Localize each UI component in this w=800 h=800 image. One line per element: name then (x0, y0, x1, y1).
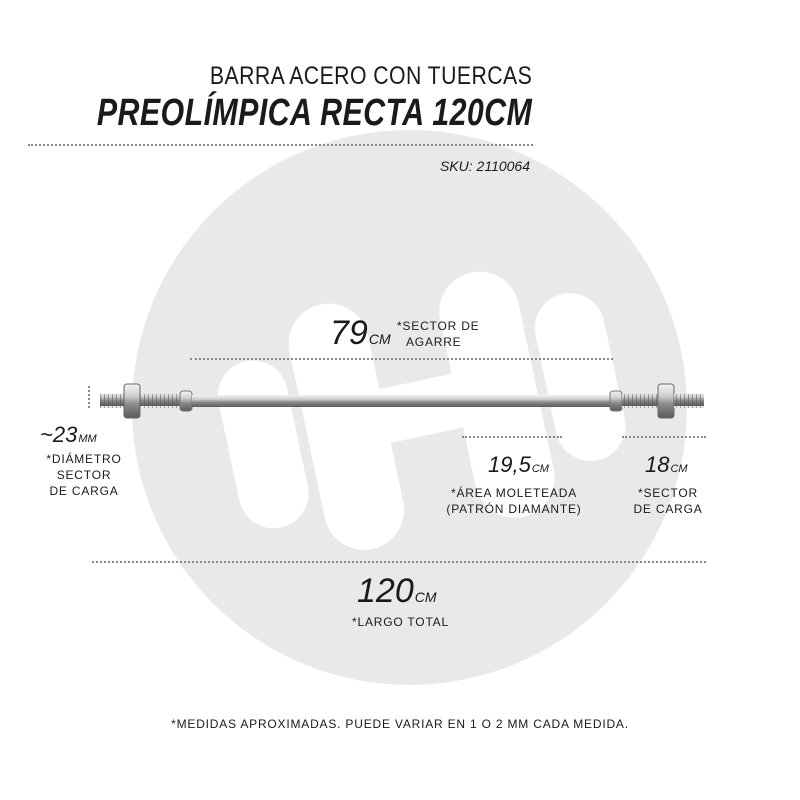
diameter-value: ~23 (40, 422, 78, 447)
sleeve-value: 18 (645, 452, 670, 477)
left-nut (124, 384, 140, 418)
product-subtitle: BARRA ACERO CON TUERCAS (209, 62, 532, 90)
knurl-note-line1: *ÁREA MOLETEADA (450, 486, 578, 500)
diameter-note (28, 451, 140, 499)
knurl-unit: CM (531, 463, 549, 475)
grip-unit: CM (368, 331, 391, 347)
diameter-note-line1: *DIÁMETRO (46, 452, 122, 466)
sleeve-unit: CM (670, 463, 688, 475)
total-note: *LARGO TOTAL (352, 615, 449, 629)
sleeve-measure-line (622, 436, 706, 438)
diameter-dimension (40, 422, 97, 448)
knurled-area (345, 395, 465, 407)
sku-label: SKU: 2110064 (439, 158, 530, 174)
total-dimension (357, 572, 437, 611)
right-nut (658, 384, 674, 418)
diameter-note-line2: SECTOR (56, 468, 112, 482)
diameter-note-line3: DE CARGA (49, 484, 119, 498)
right-collar (610, 391, 622, 411)
total-measure-line (92, 561, 706, 563)
total-value: 120 (357, 572, 414, 610)
left-sleeve-thread (140, 394, 180, 408)
diameter-unit: MM (78, 433, 97, 445)
left-thread (100, 394, 124, 408)
knurl-value: 19,5 (488, 452, 531, 477)
knurl-note (444, 485, 584, 517)
grip-value: 79 (330, 314, 368, 352)
right-thread (674, 394, 704, 408)
sleeve-note (626, 485, 710, 517)
diameter-measure-line (88, 386, 90, 408)
sleeve-note-line1: *SECTOR (637, 486, 699, 500)
grip-note-line1: *SECTOR DE (397, 319, 480, 333)
left-collar (180, 391, 192, 411)
knurl-measure-line (462, 436, 562, 438)
product-title: PREOLÍMPICA RECTA 120CM (96, 92, 532, 134)
total-unit: CM (414, 589, 437, 605)
disclaimer-text: *MEDIDAS APROXIMADAS. PUEDE VARIAR EN 1 O 2 MM CADA MEDIDA. (171, 717, 629, 731)
knurl-dimension (488, 452, 549, 478)
grip-note-line2: AGARRE (406, 335, 462, 349)
knurl-note-line2: (PATRÓN DIAMANTE) (446, 502, 582, 516)
sleeve-note-line2: DE CARGA (633, 502, 703, 516)
right-sleeve-thread (622, 394, 658, 408)
sleeve-dimension (645, 452, 688, 478)
